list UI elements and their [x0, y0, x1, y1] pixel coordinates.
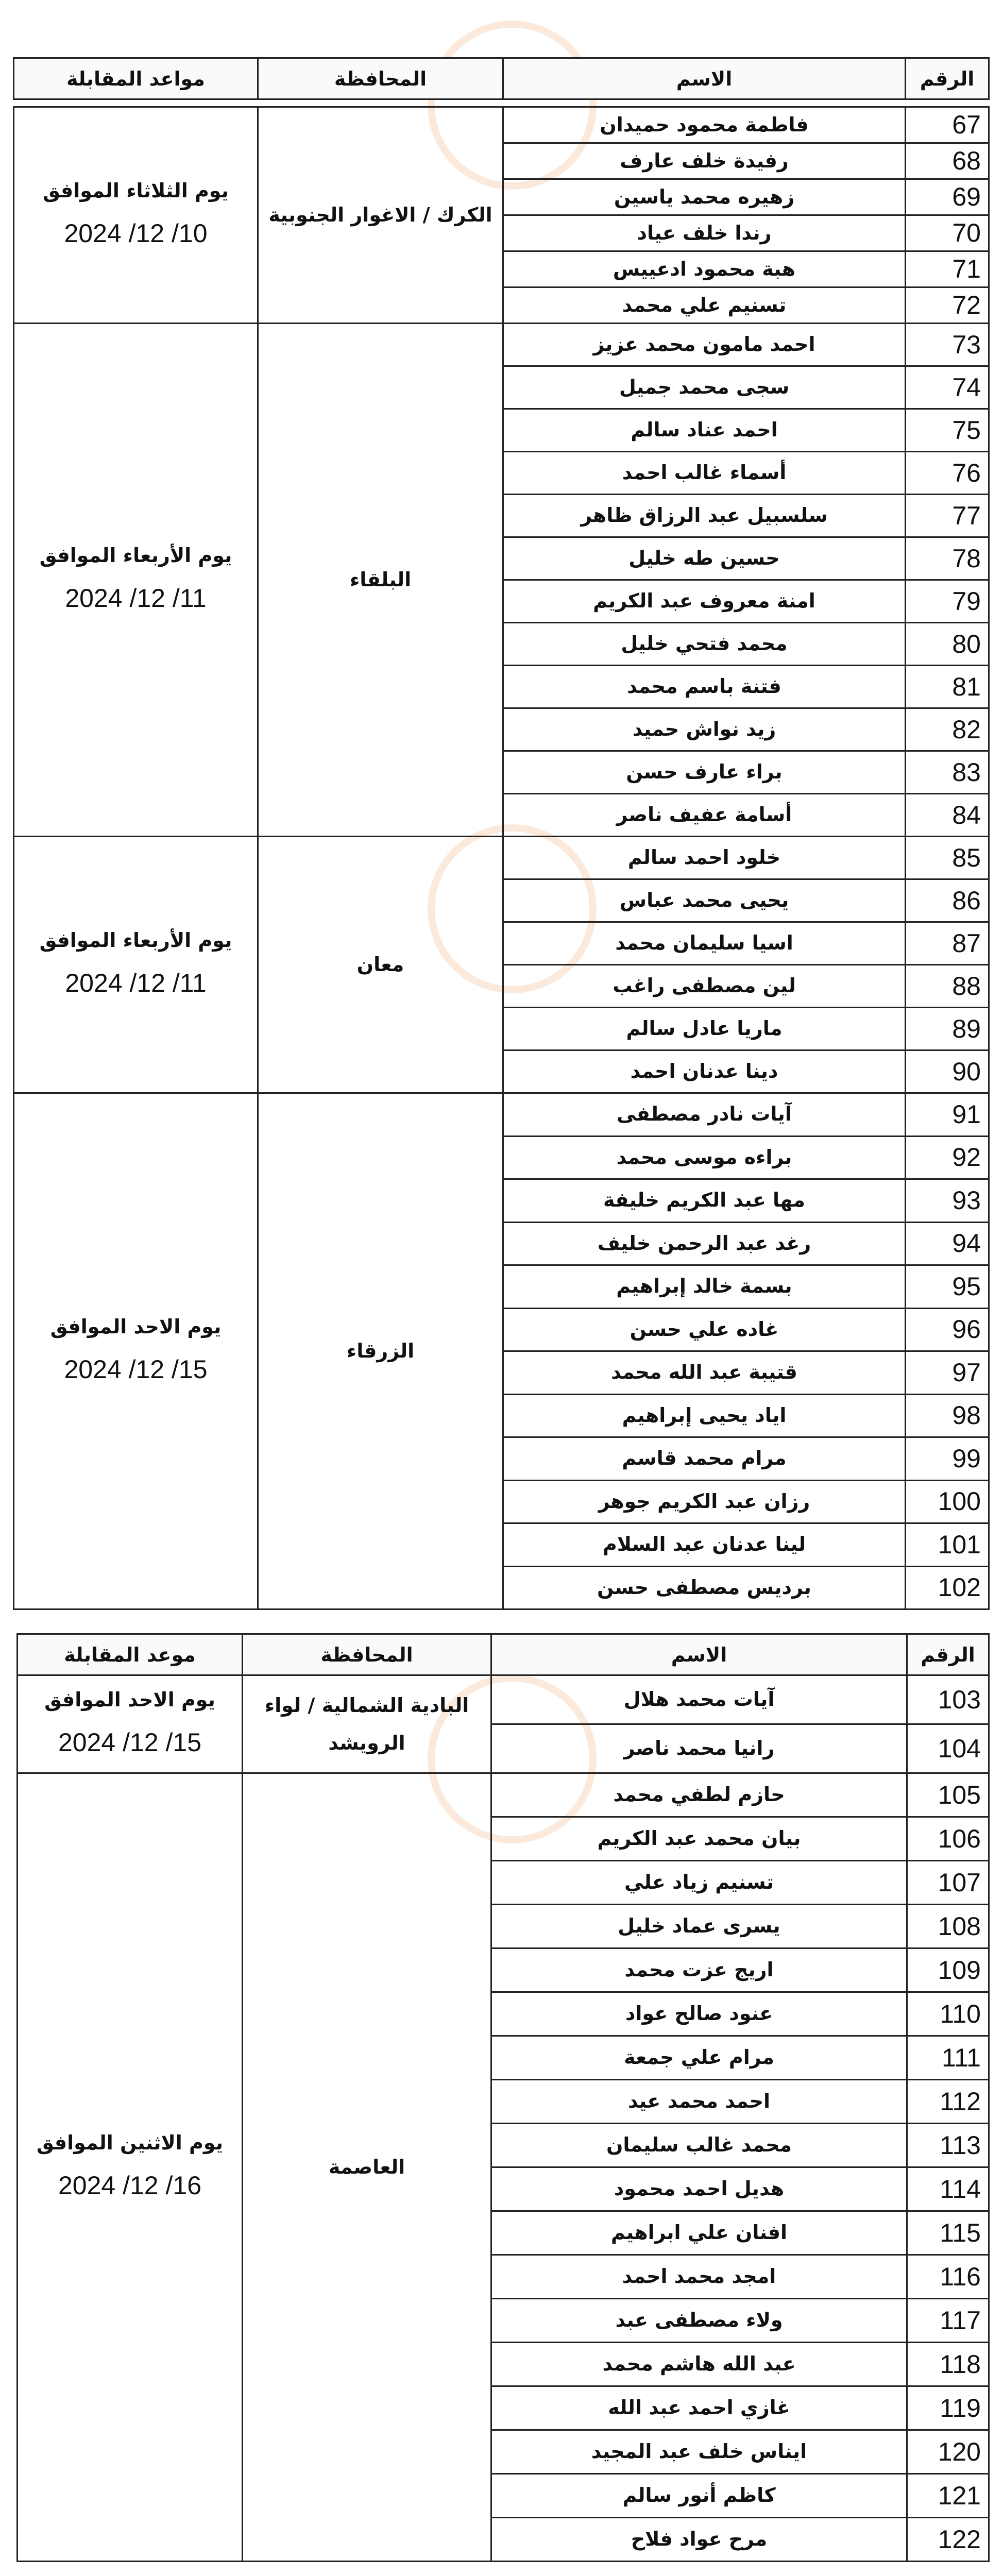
- candidate-name: أسماء غالب احمد: [503, 452, 906, 495]
- candidate-name: مرام علي جمعة: [491, 2036, 907, 2080]
- column-header-governorate: المحافظة: [258, 58, 503, 99]
- row-number: 83: [906, 751, 989, 794]
- candidate-name: آيات نادر مصطفى: [503, 1093, 906, 1137]
- governorate-cell: الزرقاء: [258, 1093, 503, 1609]
- candidate-name: تسنيم زياد علي: [491, 1861, 907, 1905]
- candidate-name: امنة معروف عبد الكريم: [503, 580, 906, 623]
- candidate-name: مها عبد الكريم خليفة: [503, 1179, 906, 1223]
- interview-day: يوم الاحد الموافق: [50, 1315, 222, 1338]
- candidate-name: ماريا عادل سالم: [503, 1008, 906, 1050]
- interview-date: 2024 /12 /11: [65, 584, 207, 613]
- row-number: 102: [906, 1566, 989, 1609]
- governorate-cell: البادية الشمالية / لواء الرويشد: [243, 1675, 491, 1773]
- table-row: [18, 1773, 989, 1817]
- candidate-name: رفيدة خلف عارف: [503, 143, 906, 179]
- row-number: 98: [906, 1394, 989, 1437]
- row-number: 87: [906, 922, 989, 965]
- candidate-name: بيان محمد عبد الكريم: [491, 1817, 907, 1861]
- row-number: 99: [906, 1437, 989, 1481]
- header-row: [14, 58, 989, 99]
- interview-day: يوم الأربعاء الموافق: [39, 928, 232, 952]
- interview-date: 2024 /12 /15: [64, 1355, 208, 1384]
- interview-day: يوم الاحد الموافق: [44, 1688, 215, 1711]
- candidate-name: مرح عواد فلاح: [491, 2518, 907, 2562]
- governorate-cell: معان: [258, 837, 503, 1093]
- candidate-name: بسمة خالد إبراهيم: [503, 1265, 906, 1309]
- column-header-governorate: المحافظة: [243, 1634, 491, 1675]
- candidate-name: فاطمة محمود حميدان: [503, 107, 906, 143]
- row-number: 92: [906, 1136, 989, 1179]
- candidate-name: سلسبيل عبد الرزاق ظاهر: [503, 495, 906, 537]
- header-row: [18, 1634, 989, 1675]
- row-number: 69: [906, 179, 989, 215]
- row-number: 86: [906, 879, 989, 922]
- row-number: 105: [907, 1773, 989, 1817]
- candidate-name: ايناس خلف عبد المجيد: [491, 2430, 907, 2474]
- row-number: 73: [906, 324, 989, 366]
- row-number: 109: [907, 1948, 989, 1992]
- row-number: 115: [907, 2211, 989, 2255]
- interview-date: 2024 /12 /11: [65, 969, 207, 998]
- row-number: 70: [906, 215, 989, 251]
- candidate-name: قتيبة عبد الله محمد: [503, 1351, 906, 1395]
- row-number: 79: [906, 580, 989, 623]
- candidate-name: اريج عزت محمد: [491, 1948, 907, 1992]
- candidate-name: مرام محمد قاسم: [503, 1437, 906, 1481]
- row-number: 117: [907, 2299, 989, 2343]
- row-number: 94: [906, 1222, 989, 1265]
- row-number: 93: [906, 1179, 989, 1223]
- candidate-name: براءه موسى محمد: [503, 1136, 906, 1179]
- row-number: 97: [906, 1351, 989, 1395]
- column-header-date: موعد المقابلة: [18, 1634, 243, 1675]
- table-row: [14, 1093, 989, 1137]
- row-number: 75: [906, 409, 989, 452]
- interview-date: 2024 /12 /10: [64, 219, 208, 248]
- candidate-name: فتنة باسم محمد: [503, 666, 906, 708]
- candidate-name: اسيا سليمان محمد: [503, 922, 906, 965]
- governorate-cell: الكرك / الاغوار الجنوبية: [258, 107, 503, 324]
- candidate-name: زيد نواش حميد: [503, 708, 906, 751]
- interview-table-2: [16, 1633, 990, 2562]
- row-number: 80: [906, 623, 989, 666]
- candidate-name: هبة محمود ادعييس: [503, 251, 906, 287]
- interview-table-1: [13, 57, 990, 1610]
- candidate-name: احمد محمد عيد: [491, 2080, 907, 2124]
- row-number: 82: [906, 708, 989, 751]
- row-number: 71: [906, 251, 989, 287]
- governorate-cell: العاصمة: [243, 1773, 491, 2562]
- candidate-name: أسامة عفيف ناصر: [503, 794, 906, 837]
- row-number: 112: [907, 2080, 989, 2124]
- row-number: 88: [906, 965, 989, 1008]
- column-header-name: الاسم: [491, 1634, 907, 1675]
- column-header-date: مواعد المقابلة: [14, 58, 258, 99]
- candidate-name: تسنيم علي محمد: [503, 287, 906, 324]
- row-number: 81: [906, 666, 989, 708]
- row-number: 108: [907, 1905, 989, 1948]
- row-number: 85: [906, 837, 989, 879]
- row-number: 107: [907, 1861, 989, 1905]
- candidate-name: محمد غالب سليمان: [491, 2124, 907, 2167]
- row-number: 114: [907, 2167, 989, 2211]
- candidate-name: براء عارف حسن: [503, 751, 906, 794]
- candidate-name: عبد الله هاشم محمد: [491, 2343, 907, 2386]
- candidate-name: هديل احمد محمود: [491, 2167, 907, 2211]
- row-number: 110: [907, 1992, 989, 2036]
- candidate-name: يحيى محمد عباس: [503, 879, 906, 922]
- table-row: [14, 324, 989, 366]
- row-number: 78: [906, 537, 989, 580]
- candidate-name: احمد عناد سالم: [503, 409, 906, 452]
- column-header-number: الرقم: [907, 1634, 989, 1675]
- row-number: 74: [906, 366, 989, 409]
- candidate-name: رانيا محمد ناصر: [491, 1724, 907, 1773]
- candidate-name: رغد عبد الرحمن خليف: [503, 1222, 906, 1265]
- interview-date-cell: [18, 1773, 243, 2562]
- candidate-name: لينا عدنان عبد السلام: [503, 1523, 906, 1567]
- candidate-name: ولاء مصطفى عبد: [491, 2299, 907, 2343]
- interview-day: يوم الثلاثاء الموافق: [43, 179, 229, 202]
- row-number: 122: [907, 2518, 989, 2562]
- candidate-name: افنان علي ابراهيم: [491, 2211, 907, 2255]
- interview-date-cell: [14, 1093, 258, 1609]
- candidate-name: سجى محمد جميل: [503, 366, 906, 409]
- row-number: 89: [906, 1008, 989, 1050]
- interview-date-cell: [14, 324, 258, 837]
- row-number: 113: [907, 2124, 989, 2167]
- spacer: [14, 99, 989, 107]
- row-number: 120: [907, 2430, 989, 2474]
- row-number: 90: [906, 1050, 989, 1093]
- row-number: 95: [906, 1265, 989, 1309]
- row-number: 67: [906, 107, 989, 143]
- row-number: 104: [907, 1724, 989, 1773]
- row-number: 84: [906, 794, 989, 837]
- interview-date: 2024 /12 /16: [58, 2171, 202, 2200]
- candidate-name: حسين طه خليل: [503, 537, 906, 580]
- row-number: 111: [907, 2036, 989, 2080]
- row-number: 116: [907, 2255, 989, 2299]
- row-number: 96: [906, 1308, 989, 1351]
- column-header-name: الاسم: [503, 58, 906, 99]
- table-row: [14, 837, 989, 879]
- candidate-name: كاظم أنور سالم: [491, 2474, 907, 2518]
- row-number: 100: [906, 1480, 989, 1523]
- row-number: 121: [907, 2474, 989, 2518]
- candidate-name: غازي احمد عبد الله: [491, 2386, 907, 2430]
- candidate-name: رندا خلف عياد: [503, 215, 906, 251]
- governorate-cell: البلقاء: [258, 324, 503, 837]
- interview-date: 2024 /12 /15: [58, 1728, 202, 1757]
- candidate-name: آيات محمد هلال: [491, 1675, 907, 1724]
- table-row: [14, 107, 989, 143]
- candidate-name: زهيره محمد ياسين: [503, 179, 906, 215]
- row-number: 103: [907, 1675, 989, 1724]
- row-number: 91: [906, 1093, 989, 1137]
- row-number: 119: [907, 2386, 989, 2430]
- candidate-name: لين مصطفى راغب: [503, 965, 906, 1008]
- table-row: [18, 1675, 989, 1724]
- spacer-row: [14, 99, 989, 107]
- candidate-name: حازم لطفي محمد: [491, 1773, 907, 1817]
- column-header-number: الرقم: [906, 58, 989, 99]
- row-number: 106: [907, 1817, 989, 1861]
- row-number: 118: [907, 2343, 989, 2386]
- candidate-name: محمد فتحي خليل: [503, 623, 906, 666]
- row-number: 68: [906, 143, 989, 179]
- candidate-name: رزان عبد الكريم جوهر: [503, 1480, 906, 1523]
- interview-date-cell: [14, 837, 258, 1093]
- row-number: 76: [906, 452, 989, 495]
- row-number: 101: [906, 1523, 989, 1567]
- candidate-name: امجد محمد احمد: [491, 2255, 907, 2299]
- candidate-name: خلود احمد سالم: [503, 837, 906, 879]
- interview-date-cell: [18, 1675, 243, 1773]
- candidate-name: احمد مامون محمد عزيز: [503, 324, 906, 366]
- row-number: 77: [906, 495, 989, 537]
- candidate-name: برديس مصطفى حسن: [503, 1566, 906, 1609]
- candidate-name: عنود صالح عواد: [491, 1992, 907, 2036]
- row-number: 72: [906, 287, 989, 324]
- interview-day: يوم الأربعاء الموافق: [39, 544, 232, 567]
- interview-date-cell: [14, 107, 258, 324]
- candidate-name: غاده علي حسن: [503, 1308, 906, 1351]
- candidate-name: دينا عدنان احمد: [503, 1050, 906, 1093]
- candidate-name: يسرى عماد خليل: [491, 1905, 907, 1948]
- candidate-name: اياد يحيى إبراهيم: [503, 1394, 906, 1437]
- interview-day: يوم الاثنين الموافق: [37, 2131, 223, 2154]
